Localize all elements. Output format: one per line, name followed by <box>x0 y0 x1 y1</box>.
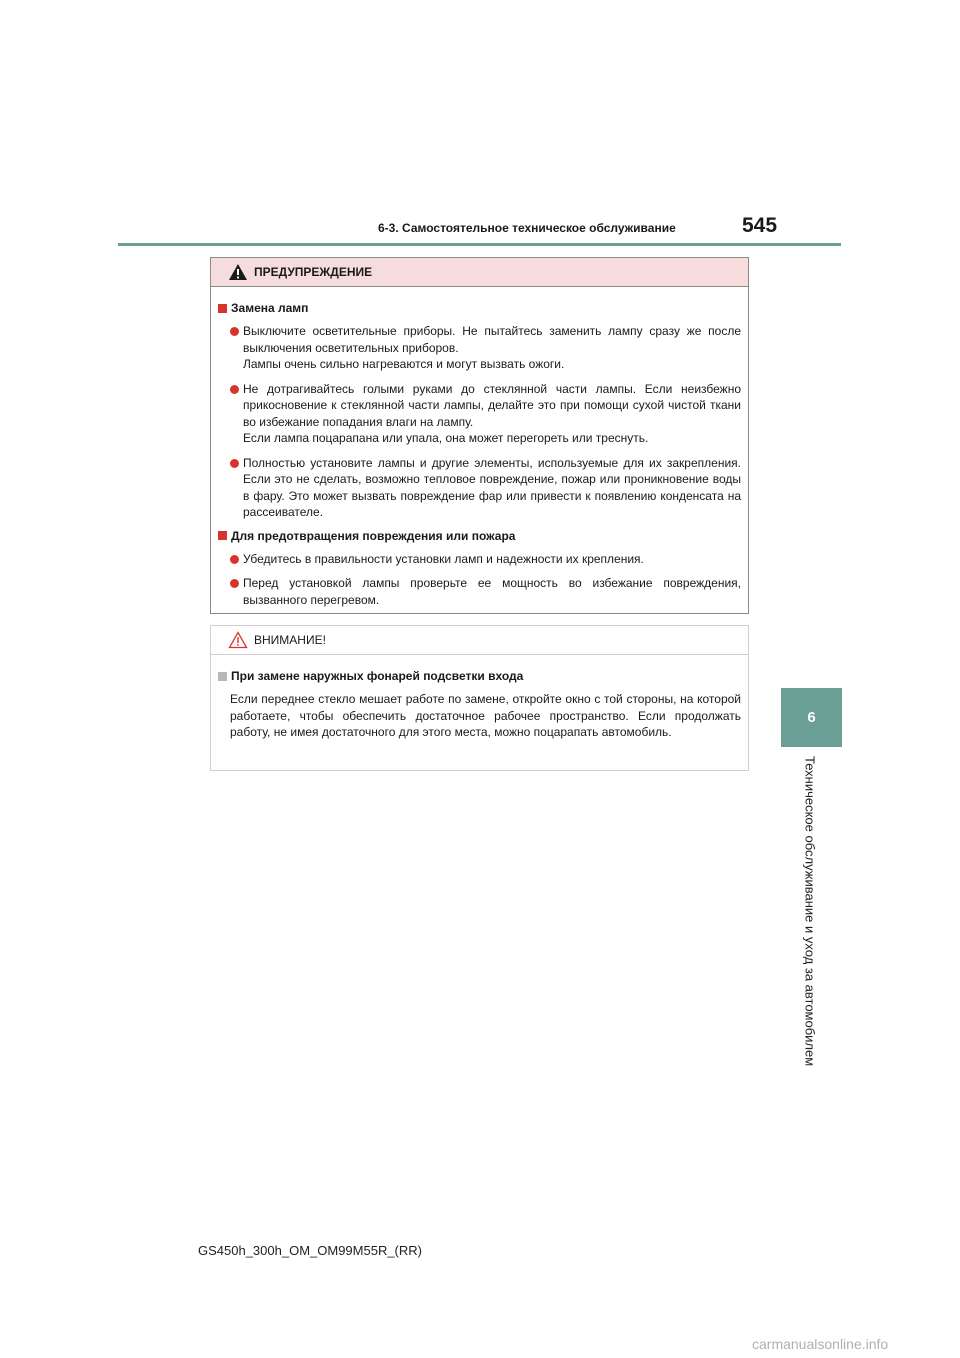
section-heading-text: При замене наружных фонарей подсветки входа <box>231 669 524 683</box>
section-heading <box>218 669 741 683</box>
list-item-text: Перед установкой лампы проверьте ее мощность во избежание повреждения, вызванного перегревом. <box>243 576 741 607</box>
list-item-text: Убедитесь в правильности установки ламп и надежности их крепления. <box>243 551 644 566</box>
list-item <box>218 323 741 373</box>
document-code: GS450h_300h_OM_OM99M55R_(RR) <box>198 1243 422 1258</box>
caution-title: ВНИМАНИЕ! <box>254 633 326 647</box>
square-bullet-icon <box>218 672 227 681</box>
section-heading-text: Для предотвращения повреждения или пожара <box>231 528 516 543</box>
header-rule <box>118 243 841 246</box>
list-item <box>218 455 741 521</box>
section-title: 6-3. Самостоятельное техническое обслуживание <box>378 221 676 235</box>
page-number: 545 <box>742 214 778 237</box>
caution-header <box>211 626 748 655</box>
square-bullet-icon <box>218 531 227 540</box>
list-item-text: Если лампа поцарапана или упала, она может перегореть или треснуть. <box>243 431 649 445</box>
list-item <box>218 575 741 608</box>
list-item <box>218 381 741 447</box>
list-item-text: Лампы очень сильно нагреваются и могут вызвать ожоги. <box>243 357 565 371</box>
section-heading-text: Замена ламп <box>231 301 309 315</box>
chapter-side-text: Техническое обслуживание и уход за автомобилем <box>802 756 818 1067</box>
warning-box <box>210 257 749 614</box>
warning-title: ПРЕДУПРЕЖДЕНИЕ <box>254 265 373 279</box>
bullet-dot-icon <box>230 385 239 394</box>
chapter-tab <box>781 688 842 747</box>
bullet-dot-icon <box>230 579 239 588</box>
bullet-dot-icon <box>230 327 239 336</box>
section-heading <box>218 301 741 315</box>
warning-header <box>211 258 748 287</box>
list-item-text: Полностью установите лампы и другие элементы, используемые для их закрепления. Если это не сделать, возможно тепловое повреждение, пожар или проникновение воды в фару. Это может вызвать повреждение фар или привести к появлению конденсата на рассеивателе. <box>243 455 741 519</box>
section-heading <box>218 529 741 543</box>
list-item <box>218 551 741 568</box>
list-item-text: Выключите осветительные приборы. Не пытайтесь заменить лампу сразу же после выключения осветительных приборов. <box>243 324 741 355</box>
caution-box <box>210 625 749 771</box>
list-item-text: Не дотрагивайтесь голыми руками до стеклянной части лампы. Если неизбежно прикосновение к стеклянной части лампы, делайте это при помощи сухой чистой ткани во избежание попадания влаги на лампу. <box>243 381 741 429</box>
caution-triangle-icon <box>228 631 248 649</box>
watermark: carmanualsonline.info <box>752 1336 889 1352</box>
caution-text <box>218 691 741 741</box>
bullet-dot-icon <box>230 555 239 564</box>
chapter-side-title <box>802 756 818 1067</box>
caution-paragraph: Если переднее стекло мешает работе по замене, откройте окно с той стороны, на которой работаете, чтобы обеспечить достаточное рабочее пространство. Если продолжать работу, не имея достаточного для этого места, можно поцарапать автомобиль. <box>230 692 741 739</box>
warning-triangle-icon <box>228 263 248 281</box>
chapter-number: 6 <box>807 709 816 726</box>
bullet-dot-icon <box>230 459 239 468</box>
square-bullet-icon <box>218 304 227 313</box>
